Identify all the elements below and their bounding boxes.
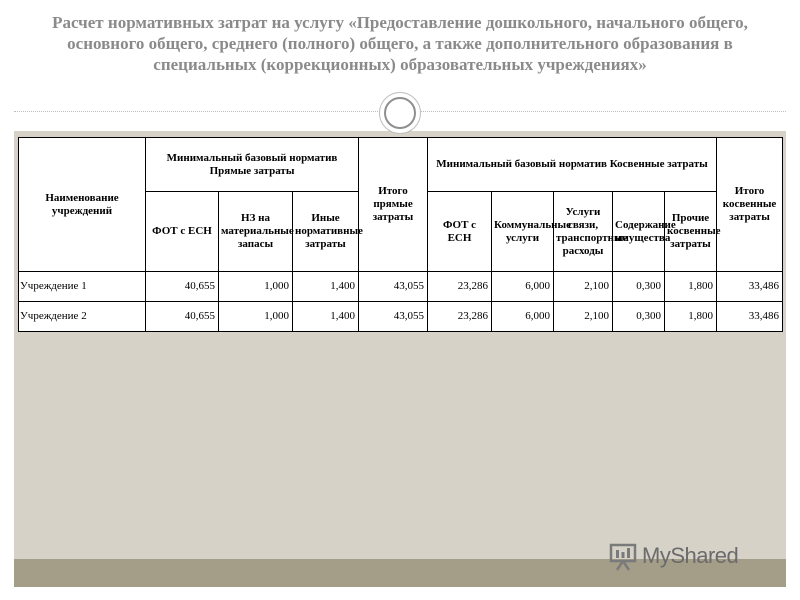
cell-value: 1,800	[665, 272, 717, 302]
divider-circle-ornament	[379, 92, 421, 134]
cell-value: 23,286	[428, 302, 492, 332]
watermark	[606, 538, 738, 574]
cell-value: 33,486	[717, 302, 783, 332]
cell-value: 23,286	[428, 272, 492, 302]
cell-value: 2,100	[554, 302, 613, 332]
divider-circle-inner	[384, 97, 416, 129]
sub-header-indirect-maintenance: Содержание имущества	[613, 192, 665, 272]
cell-value: 1,800	[665, 302, 717, 332]
col-header-name: Наименование учреждений	[19, 138, 146, 272]
cell-value: 2,100	[554, 272, 613, 302]
cell-value: 40,655	[146, 302, 219, 332]
table-row	[19, 272, 783, 302]
cell-value: 6,000	[492, 272, 554, 302]
indirect-costs-group-header: Минимальный базовый норматив Косвенные затраты	[428, 138, 717, 192]
table-row	[19, 302, 783, 332]
sub-header-indirect-other: Прочие косвенные затраты	[665, 192, 717, 272]
cell-value: 1,400	[293, 302, 359, 332]
row-name: Учреждение 2	[19, 302, 146, 332]
cell-value: 43,055	[359, 302, 428, 332]
cell-value: 0,300	[613, 302, 665, 332]
sub-header-direct-payroll: ФОТ с ЕСН	[146, 192, 219, 272]
sub-header-indirect-utilities: Коммунальные услуги	[492, 192, 554, 272]
presentation-board-icon	[606, 539, 640, 573]
sub-header-indirect-payroll: ФОТ с ЕСН	[428, 192, 492, 272]
watermark-brand: MyShared	[642, 543, 739, 568]
sub-header-indirect-communications: Услуги связи, транспортные расходы	[554, 192, 613, 272]
row-name: Учреждение 1	[19, 272, 146, 302]
cell-value: 0,300	[613, 272, 665, 302]
cost-table	[18, 137, 783, 332]
cell-value: 1,000	[219, 272, 293, 302]
sub-header-direct-other: Иные нормативные затраты	[293, 192, 359, 272]
direct-total-header: Итого прямые затраты	[359, 138, 428, 272]
cell-value: 1,000	[219, 302, 293, 332]
cell-value: 6,000	[492, 302, 554, 332]
cell-value: 1,400	[293, 272, 359, 302]
indirect-total-header: Итого косвенные затраты	[717, 138, 783, 272]
slide-title: Расчет нормативных затрат на услугу «Предоставление дошкольного, начального общего, основного общего, среднего (полного) общего, а также дополнительного образования в специальных (коррекционных) образовательных учреждениях»	[52, 13, 748, 74]
cell-value: 33,486	[717, 272, 783, 302]
sub-header-direct-materials: НЗ на материальные запасы	[219, 192, 293, 272]
direct-costs-group-header: Минимальный базовый норматив Прямые затраты	[146, 138, 359, 192]
cell-value: 40,655	[146, 272, 219, 302]
cell-value: 43,055	[359, 272, 428, 302]
